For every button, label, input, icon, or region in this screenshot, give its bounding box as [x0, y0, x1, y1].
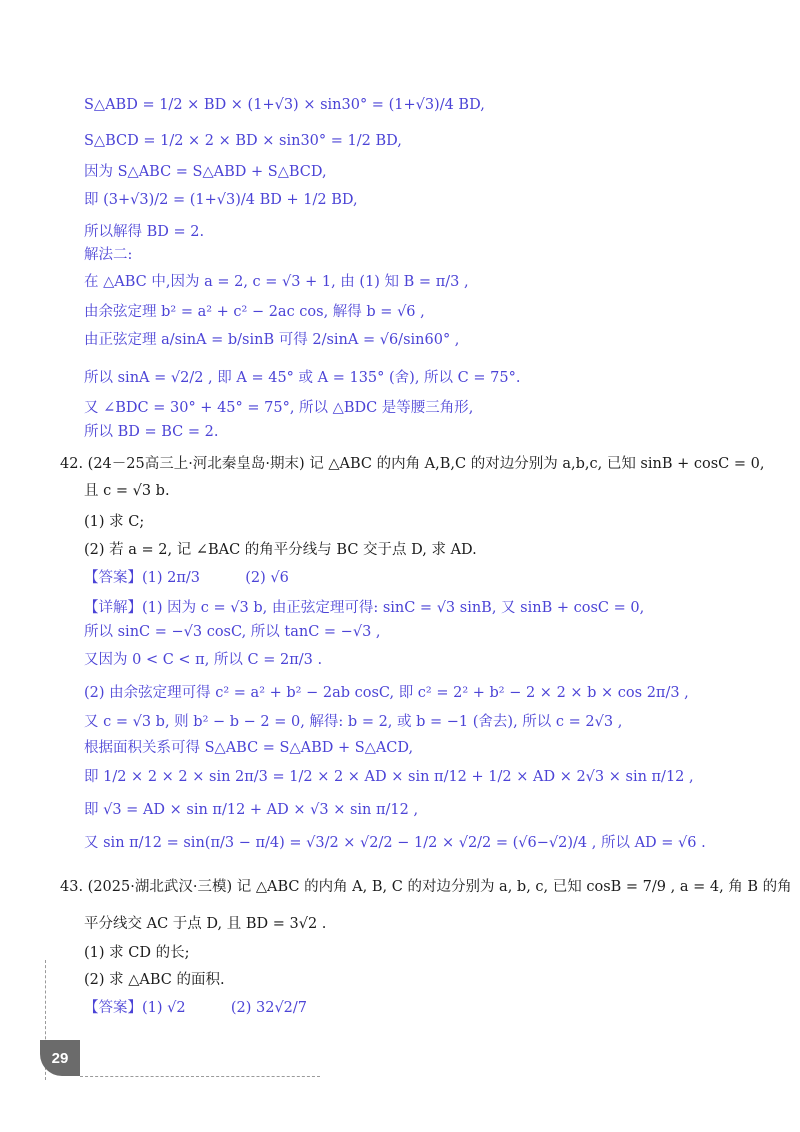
- solution-line: 又 ∠BDC = 30° + 45° = 75°, 所以 △BDC 是等腰三角形,: [84, 400, 474, 416]
- solution-line: 由余弦定理 b² = a² + c² − 2ac cos, 解得 b = √6 ,: [84, 304, 425, 320]
- detail-line: 又 c = √3 b, 则 b² − b − 2 = 0, 解得: b = 2, 或 b = −1 (舍去), 所以 c = 2√3 ,: [84, 714, 623, 730]
- solution-line: S△BCD = 1/2 × 2 × BD × sin30° = 1/2 BD,: [84, 133, 402, 149]
- detail-line: 所以 sinC = −√3 cosC, 所以 tanC = −√3 ,: [84, 624, 381, 640]
- answer-tag: 【答案】: [84, 1000, 142, 1016]
- question-42-stem-cont: 且 c = √3 b.: [84, 483, 170, 499]
- solution-line: 所以 sinA = √2/2 , 即 A = 45° 或 A = 135° (舍), 所以 C = 75°.: [84, 370, 521, 386]
- detail-line: (2) 由余弦定理可得 c² = a² + b² − 2ab cosC, 即 c² = 2² + b² − 2 × 2 × b × cos 2π/3 ,: [84, 685, 689, 701]
- question-42-part-1: (1) 求 C;: [84, 514, 145, 530]
- solution-line: 因为 S△ABC = S△ABD + S△BCD,: [84, 164, 327, 180]
- detail-line: 即 1/2 × 2 × 2 × sin 2π/3 = 1/2 × 2 × AD × sin π/12 + 1/2 × AD × 2√3 × sin π/12 ,: [84, 769, 694, 785]
- solution-line: S△ABD = 1/2 × BD × (1+√3) × sin30° = (1+√3)/4 BD,: [84, 97, 485, 113]
- question-42-part-2: (2) 若 a = 2, 记 ∠BAC 的角平分线与 BC 交于点 D, 求 AD.: [84, 542, 477, 558]
- decorative-dashed-line-horizontal: [80, 1076, 320, 1077]
- question-43-stem-cont: 平分线交 AC 于点 D, 且 BD = 3√2 .: [84, 916, 327, 932]
- detail-line: 又因为 0 < C < π, 所以 C = 2π/3 .: [84, 652, 323, 668]
- solution-line: 在 △ABC 中,因为 a = 2, c = √3 + 1, 由 (1) 知 B = π/3 ,: [84, 274, 469, 290]
- question-43-stem: 43. (2025·湖北武汉·三模) 记 △ABC 的内角 A, B, C 的对边分别为 a, b, c, 已知 cosB = 7/9 , a = 4, 角 B 的角: [60, 879, 792, 895]
- question-43-part-1: (1) 求 CD 的长;: [84, 945, 190, 961]
- detail-line: 又 sin π/12 = sin(π/3 − π/4) = √3/2 × √2/2 − 1/2 × √2/2 = (√6−√2)/4 , 所以 AD = √6 .: [84, 835, 706, 851]
- page-number-badge: 29: [40, 1040, 80, 1076]
- question-43-part-2: (2) 求 △ABC 的面积.: [84, 972, 225, 988]
- detail-tag: 【详解】: [84, 600, 142, 616]
- solution-line: 由正弦定理 a/sinA = b/sinB 可得 2/sinA = √6/sin60° ,: [84, 332, 460, 348]
- solution-line: 所以解得 BD = 2.: [84, 224, 205, 240]
- question-42-stem: 42. (24－25高三上·河北秦皇岛·期末) 记 △ABC 的内角 A,B,C 的对边分别为 a,b,c, 已知 sinB + cosC = 0,: [60, 456, 765, 472]
- detail-line: 根据面积关系可得 S△ABC = S△ABD + S△ACD,: [84, 740, 414, 756]
- solution-heading: 解法二:: [84, 247, 133, 263]
- question-42-detail: [84, 598, 644, 618]
- detail-line: 即 √3 = AD × sin π/12 + AD × √3 × sin π/12 ,: [84, 802, 419, 818]
- solution-line: 所以 BD = BC = 2.: [84, 424, 219, 440]
- solution-line: 即 (3+√3)/2 = (1+√3)/4 BD + 1/2 BD,: [84, 192, 358, 208]
- question-43-answer: [84, 998, 307, 1018]
- detail-line: (1) 因为 c = √3 b, 由正弦定理可得: sinC = √3 sinB, 又 sinB + cosC = 0,: [142, 600, 645, 616]
- answer-part-1: (1) √2: [142, 1000, 186, 1016]
- answer-part-2: (2) √6: [245, 570, 289, 586]
- answer-part-2: (2) 32√2/7: [230, 1000, 308, 1016]
- answer-tag: 【答案】: [84, 570, 142, 586]
- answer-part-1: (1) 2π/3: [142, 570, 201, 586]
- question-42-answer: [84, 568, 289, 588]
